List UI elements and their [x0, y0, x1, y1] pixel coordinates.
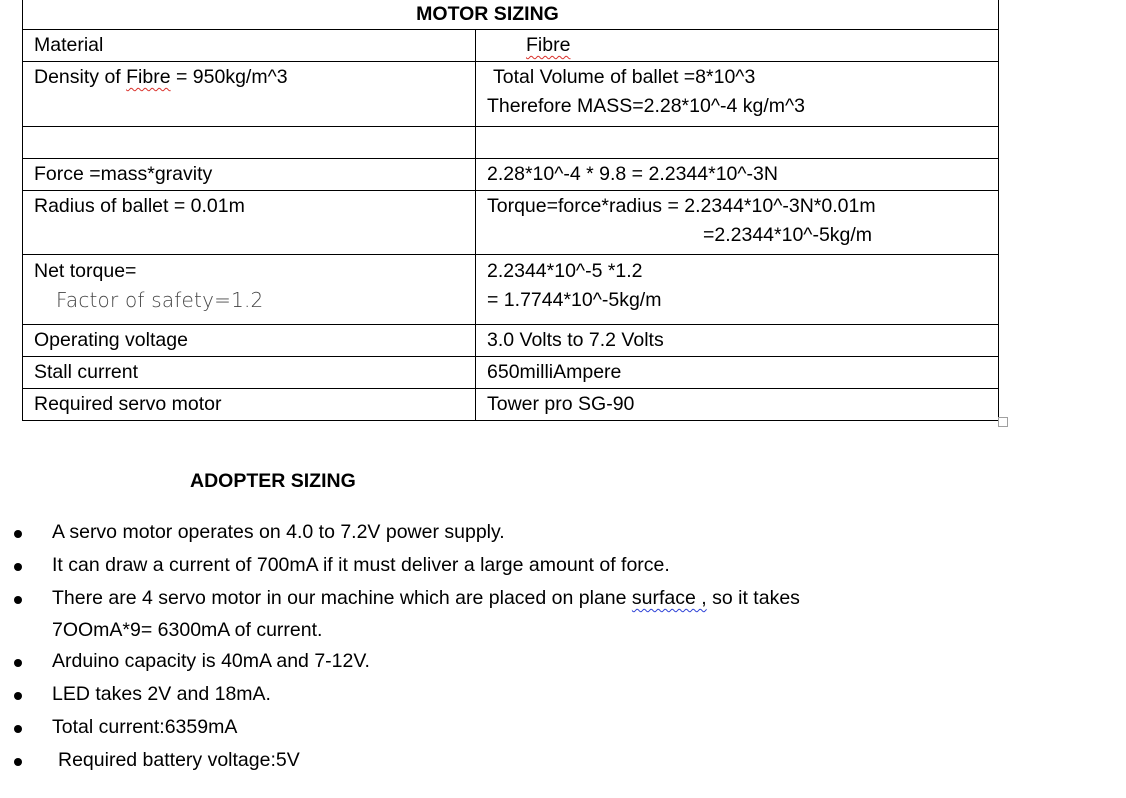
value-mass: Therefore MASS=2.28*10^-4 kg/m^3: [487, 95, 805, 117]
value-force: 2.28*10^-4 * 9.8 = 2.2344*10^-3N: [487, 163, 778, 185]
list-item-text: LED takes 2V and 18mA.: [52, 683, 271, 705]
value-fibre: Fibre: [526, 34, 571, 56]
cell-label: [23, 30, 476, 62]
value-net-torque-result: = 1.7744*10^-5kg/m: [487, 289, 662, 311]
table-row-required-servo: [23, 389, 999, 421]
cell-value: [476, 30, 999, 62]
table-resize-handle[interactable]: [998, 417, 1008, 427]
cell-value: [476, 389, 999, 421]
bullet-icon: [14, 596, 22, 604]
bullet-icon: [14, 530, 22, 538]
table-row-net-torque: [23, 255, 999, 325]
label-radius: Radius of ballet = 0.01m: [34, 195, 245, 217]
list-item-continuation: 7OOmA*9= 6300mA of current.: [52, 619, 323, 641]
bullet-icon: [14, 659, 22, 667]
value-stall-current: 650milliAmpere: [487, 361, 622, 383]
cell-empty: [23, 127, 476, 159]
value-required-servo: Tower pro SG-90: [487, 393, 635, 415]
adopter-sizing-list: [0, 516, 800, 777]
table-row-force: [23, 159, 999, 191]
value-operating-voltage: 3.0 Volts to 7.2 Volts: [487, 329, 664, 351]
cell-value: [476, 255, 999, 325]
label-stall-current: Stall current: [34, 361, 139, 383]
list-item: [0, 645, 800, 678]
table-row-stall-current: [23, 357, 999, 389]
label-density-suffix: = 950kg/m^3: [170, 66, 288, 88]
list-item: [0, 516, 800, 549]
list-item: [0, 582, 800, 645]
text-after: so it takes: [706, 587, 800, 609]
table-row-radius: [23, 191, 999, 255]
cell-value: [476, 325, 999, 357]
cell-value: [476, 62, 999, 127]
text-before: There are 4 servo motor in our machine which are placed on plane: [52, 587, 632, 609]
list-item-text: A servo motor operates on 4.0 to 7.2V power supply.: [52, 521, 505, 543]
value-total-volume: Total Volume of ballet =8*10^3: [493, 66, 756, 88]
bullet-icon: [14, 725, 22, 733]
label-required-servo: Required servo motor: [34, 393, 222, 415]
cell-label: [23, 159, 476, 191]
table-row-density: [23, 62, 999, 127]
list-item-text: Required battery voltage:5V: [58, 749, 300, 771]
motor-sizing-title: MOTOR SIZING: [416, 3, 559, 25]
label-factor-of-safety: Factor of safety=1.2: [56, 288, 264, 312]
bullet-icon: [14, 563, 22, 571]
value-torque-result: =2.2344*10^-5kg/m: [703, 224, 873, 246]
motor-sizing-title-cell: [23, 0, 999, 30]
motor-sizing-table: [22, 0, 999, 421]
list-item-text: Arduino capacity is 40mA and 7-12V.: [52, 650, 370, 672]
list-item: [0, 678, 800, 711]
cell-label: [23, 191, 476, 255]
table-row-operating-voltage: [23, 325, 999, 357]
label-density-prefix: Density of: [34, 66, 127, 88]
value-torque-formula: Torque=force*radius = 2.2344*10^-3N*0.01m: [487, 195, 876, 217]
list-item-text: It can draw a current of 700mA if it must deliver a large amount of force.: [52, 554, 670, 576]
label-density-fibre: Fibre: [126, 66, 171, 88]
table-row-material: [23, 30, 999, 62]
cell-label: [23, 389, 476, 421]
cell-empty: [476, 127, 999, 159]
label-net-torque: Net torque=: [34, 260, 137, 282]
cell-label: [23, 62, 476, 127]
grammar-flagged-text[interactable]: surface ,: [631, 587, 707, 609]
cell-value: [476, 357, 999, 389]
list-item: [0, 744, 800, 777]
adopter-sizing-heading: ADOPTER SIZING: [190, 470, 356, 492]
bullet-icon: [14, 758, 22, 766]
label-operating-voltage: Operating voltage: [34, 329, 188, 351]
cell-label: [23, 255, 476, 325]
cell-label: [23, 357, 476, 389]
value-net-torque-formula: 2.2344*10^-5 *1.2: [487, 260, 643, 282]
list-item: [0, 549, 800, 582]
label-force: Force =mass*gravity: [34, 163, 213, 185]
table-row-empty: [23, 127, 999, 159]
cell-value: [476, 159, 999, 191]
cell-label: [23, 325, 476, 357]
list-item-text: [52, 587, 800, 609]
cell-value: [476, 191, 999, 255]
list-item-text: Total current:6359mA: [52, 716, 238, 738]
list-item: [0, 711, 800, 744]
label-material: Material: [34, 34, 104, 56]
bullet-icon: [14, 692, 22, 700]
